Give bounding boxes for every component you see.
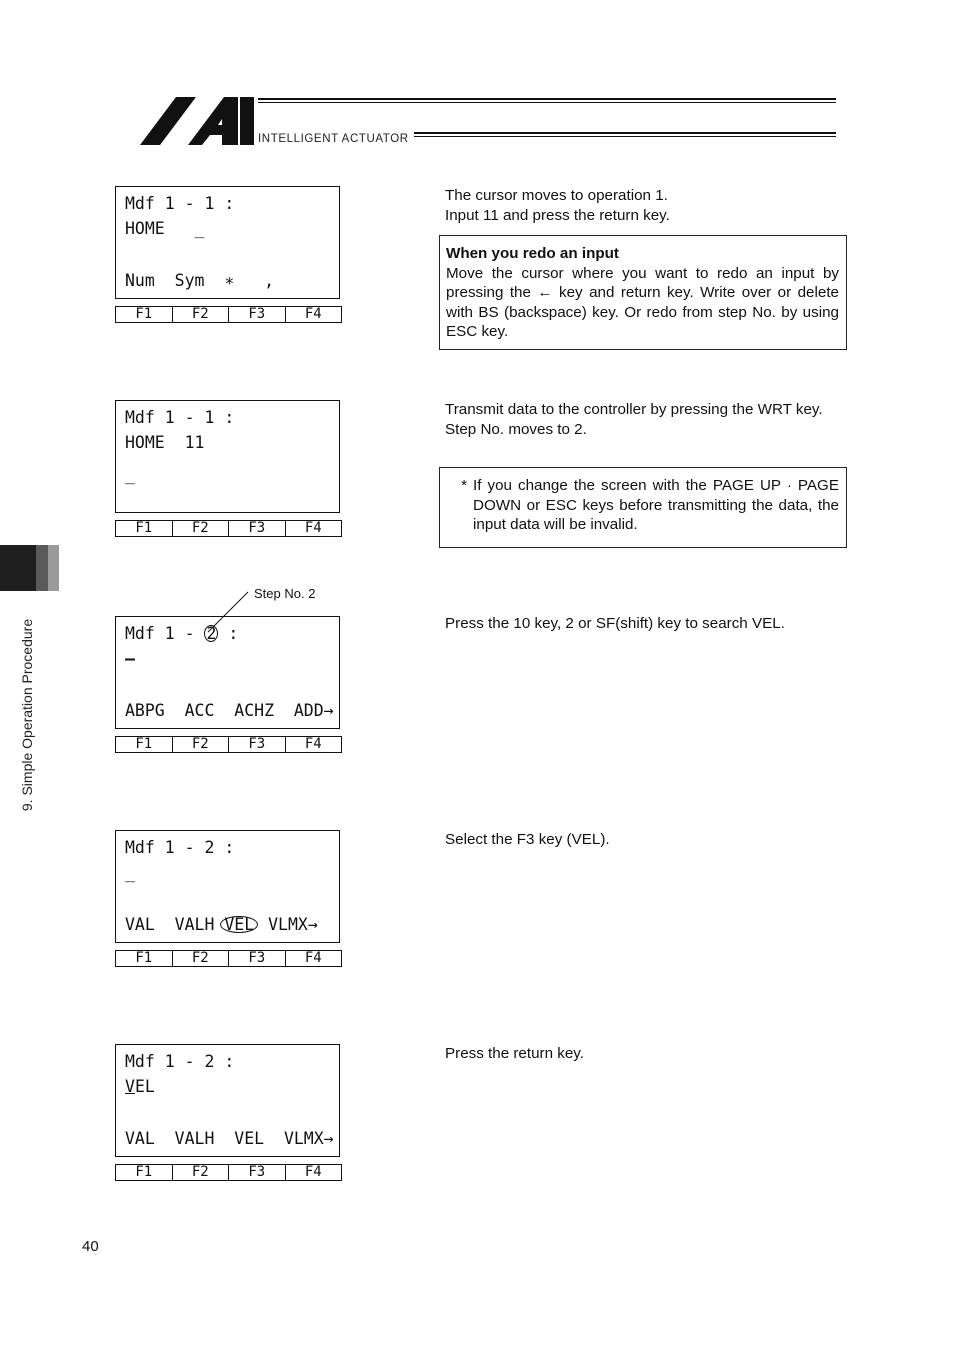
lcd-screen-5 (115, 1044, 340, 1157)
step-text-line: Input 11 and press the return key. (445, 206, 670, 224)
step-text-line: Press the return key. (445, 1045, 584, 1062)
lcd-text: Mdf 1 - (125, 624, 195, 643)
step2-text (445, 400, 841, 439)
lcd-line: HOME _ (125, 219, 205, 238)
step-text-line: Press the 10 key, 2 or SF(shift) key to search VEL. (445, 615, 785, 632)
step1-text (445, 186, 841, 225)
f2-key[interactable]: F2 (172, 307, 229, 322)
chapter-tab-mid (36, 545, 48, 591)
lcd-line: Mdf 1 - 1 : (125, 408, 235, 427)
page-change-note (439, 467, 847, 548)
step-text-line: Step No. moves to 2. (445, 420, 587, 438)
header-rule-bottom (414, 132, 836, 134)
lcd-text: EL (134, 1077, 155, 1096)
chapter-label: 9. Simple Operation Procedure (19, 618, 35, 812)
chapter-tab-light (48, 545, 59, 591)
lcd-line: HOME 11 (125, 433, 205, 452)
lcd-screen-1 (115, 186, 340, 299)
step-text-line: Select the F3 key (VEL). (445, 831, 610, 848)
lcd-screen-4 (115, 830, 340, 943)
lcd-line (125, 1077, 155, 1097)
f4-key[interactable]: F4 (285, 951, 342, 966)
selected-menu-item: VEL (220, 916, 258, 933)
chapter-tab-dark (0, 545, 36, 591)
f2-key[interactable]: F2 (172, 1165, 229, 1180)
note-body: If you change the screen with the PAGE UP · PAGE DOWN or ESC keys before transmitting the data, the input data will be invalid. (473, 477, 839, 534)
f4-key[interactable]: F4 (285, 737, 342, 752)
function-key-row (115, 520, 342, 537)
lcd-line: Mdf 1 - 2 : (125, 838, 235, 857)
step-text-line: The cursor moves to operation 1. (445, 187, 668, 204)
f2-key[interactable]: F2 (172, 737, 229, 752)
f4-key[interactable]: F4 (285, 521, 342, 536)
lcd-line: VAL VALH VEL VLMX→ (125, 1129, 334, 1148)
lcd-text: VLMX→ (258, 915, 318, 934)
step-no-callout: Step No. 2 (254, 586, 316, 601)
lcd-cursor-char: V (125, 1077, 135, 1096)
function-key-row (115, 950, 342, 967)
lcd-line: Mdf 1 - 2 : (125, 1052, 235, 1071)
note-body: Move the cursor where you want to redo an input by pressing the ← key and return key. Write over or delete with BS (backspace) key. Or redo from step No. by using ESC key. (446, 264, 839, 341)
lcd-line: _ (125, 863, 135, 882)
f4-key[interactable]: F4 (285, 307, 342, 322)
f3-key[interactable]: F3 (228, 307, 285, 322)
f1-key[interactable]: F1 (135, 306, 153, 322)
redo-input-note (439, 235, 847, 350)
step5-text (445, 1044, 841, 1064)
note-asterisk: * (461, 477, 467, 494)
page-number: 40 (82, 1238, 99, 1255)
function-key-row (115, 1164, 342, 1181)
lcd-line (125, 624, 238, 644)
f1-key[interactable]: F1 (135, 950, 153, 966)
step4-text (445, 830, 841, 850)
function-key-row (115, 736, 342, 753)
f1-key[interactable]: F1 (135, 1164, 153, 1180)
lcd-text: VAL VALH (125, 915, 225, 934)
note-heading: When you redo an input (446, 245, 619, 262)
header-rule-bottom-thin (414, 136, 836, 137)
f1-key[interactable]: F1 (135, 736, 153, 752)
lcd-line: _ (125, 465, 135, 484)
step3-text (445, 614, 841, 634)
iai-logo (138, 95, 256, 147)
lcd-text: : (218, 624, 239, 643)
f3-key[interactable]: F3 (228, 1165, 285, 1180)
logo-text: INTELLIGENT ACTUATOR (258, 133, 409, 145)
f4-key[interactable]: F4 (285, 1165, 342, 1180)
lcd-line (125, 915, 318, 935)
step-number-highlight: 2 (206, 624, 217, 643)
f2-key[interactable]: F2 (172, 951, 229, 966)
lcd-line: – (125, 649, 135, 668)
function-key-row (115, 306, 342, 323)
lcd-line: Num Sym ∗ , (125, 271, 275, 290)
f2-key[interactable]: F2 (172, 521, 229, 536)
f3-key[interactable]: F3 (228, 521, 285, 536)
f3-key[interactable]: F3 (228, 737, 285, 752)
f3-key[interactable]: F3 (228, 951, 285, 966)
header-rule-top (258, 98, 836, 100)
step-text-line: Transmit data to the controller by pressing the WRT key. (445, 401, 823, 418)
lcd-screen-3 (115, 616, 340, 729)
lcd-line: Mdf 1 - 1 : (125, 194, 235, 213)
lcd-screen-2 (115, 400, 340, 513)
f1-key[interactable]: F1 (135, 520, 153, 536)
lcd-line: ABPG ACC ACHZ ADD→ (125, 701, 334, 720)
header-rule-top-thin (258, 102, 836, 103)
iai-logo-mark (138, 95, 256, 147)
